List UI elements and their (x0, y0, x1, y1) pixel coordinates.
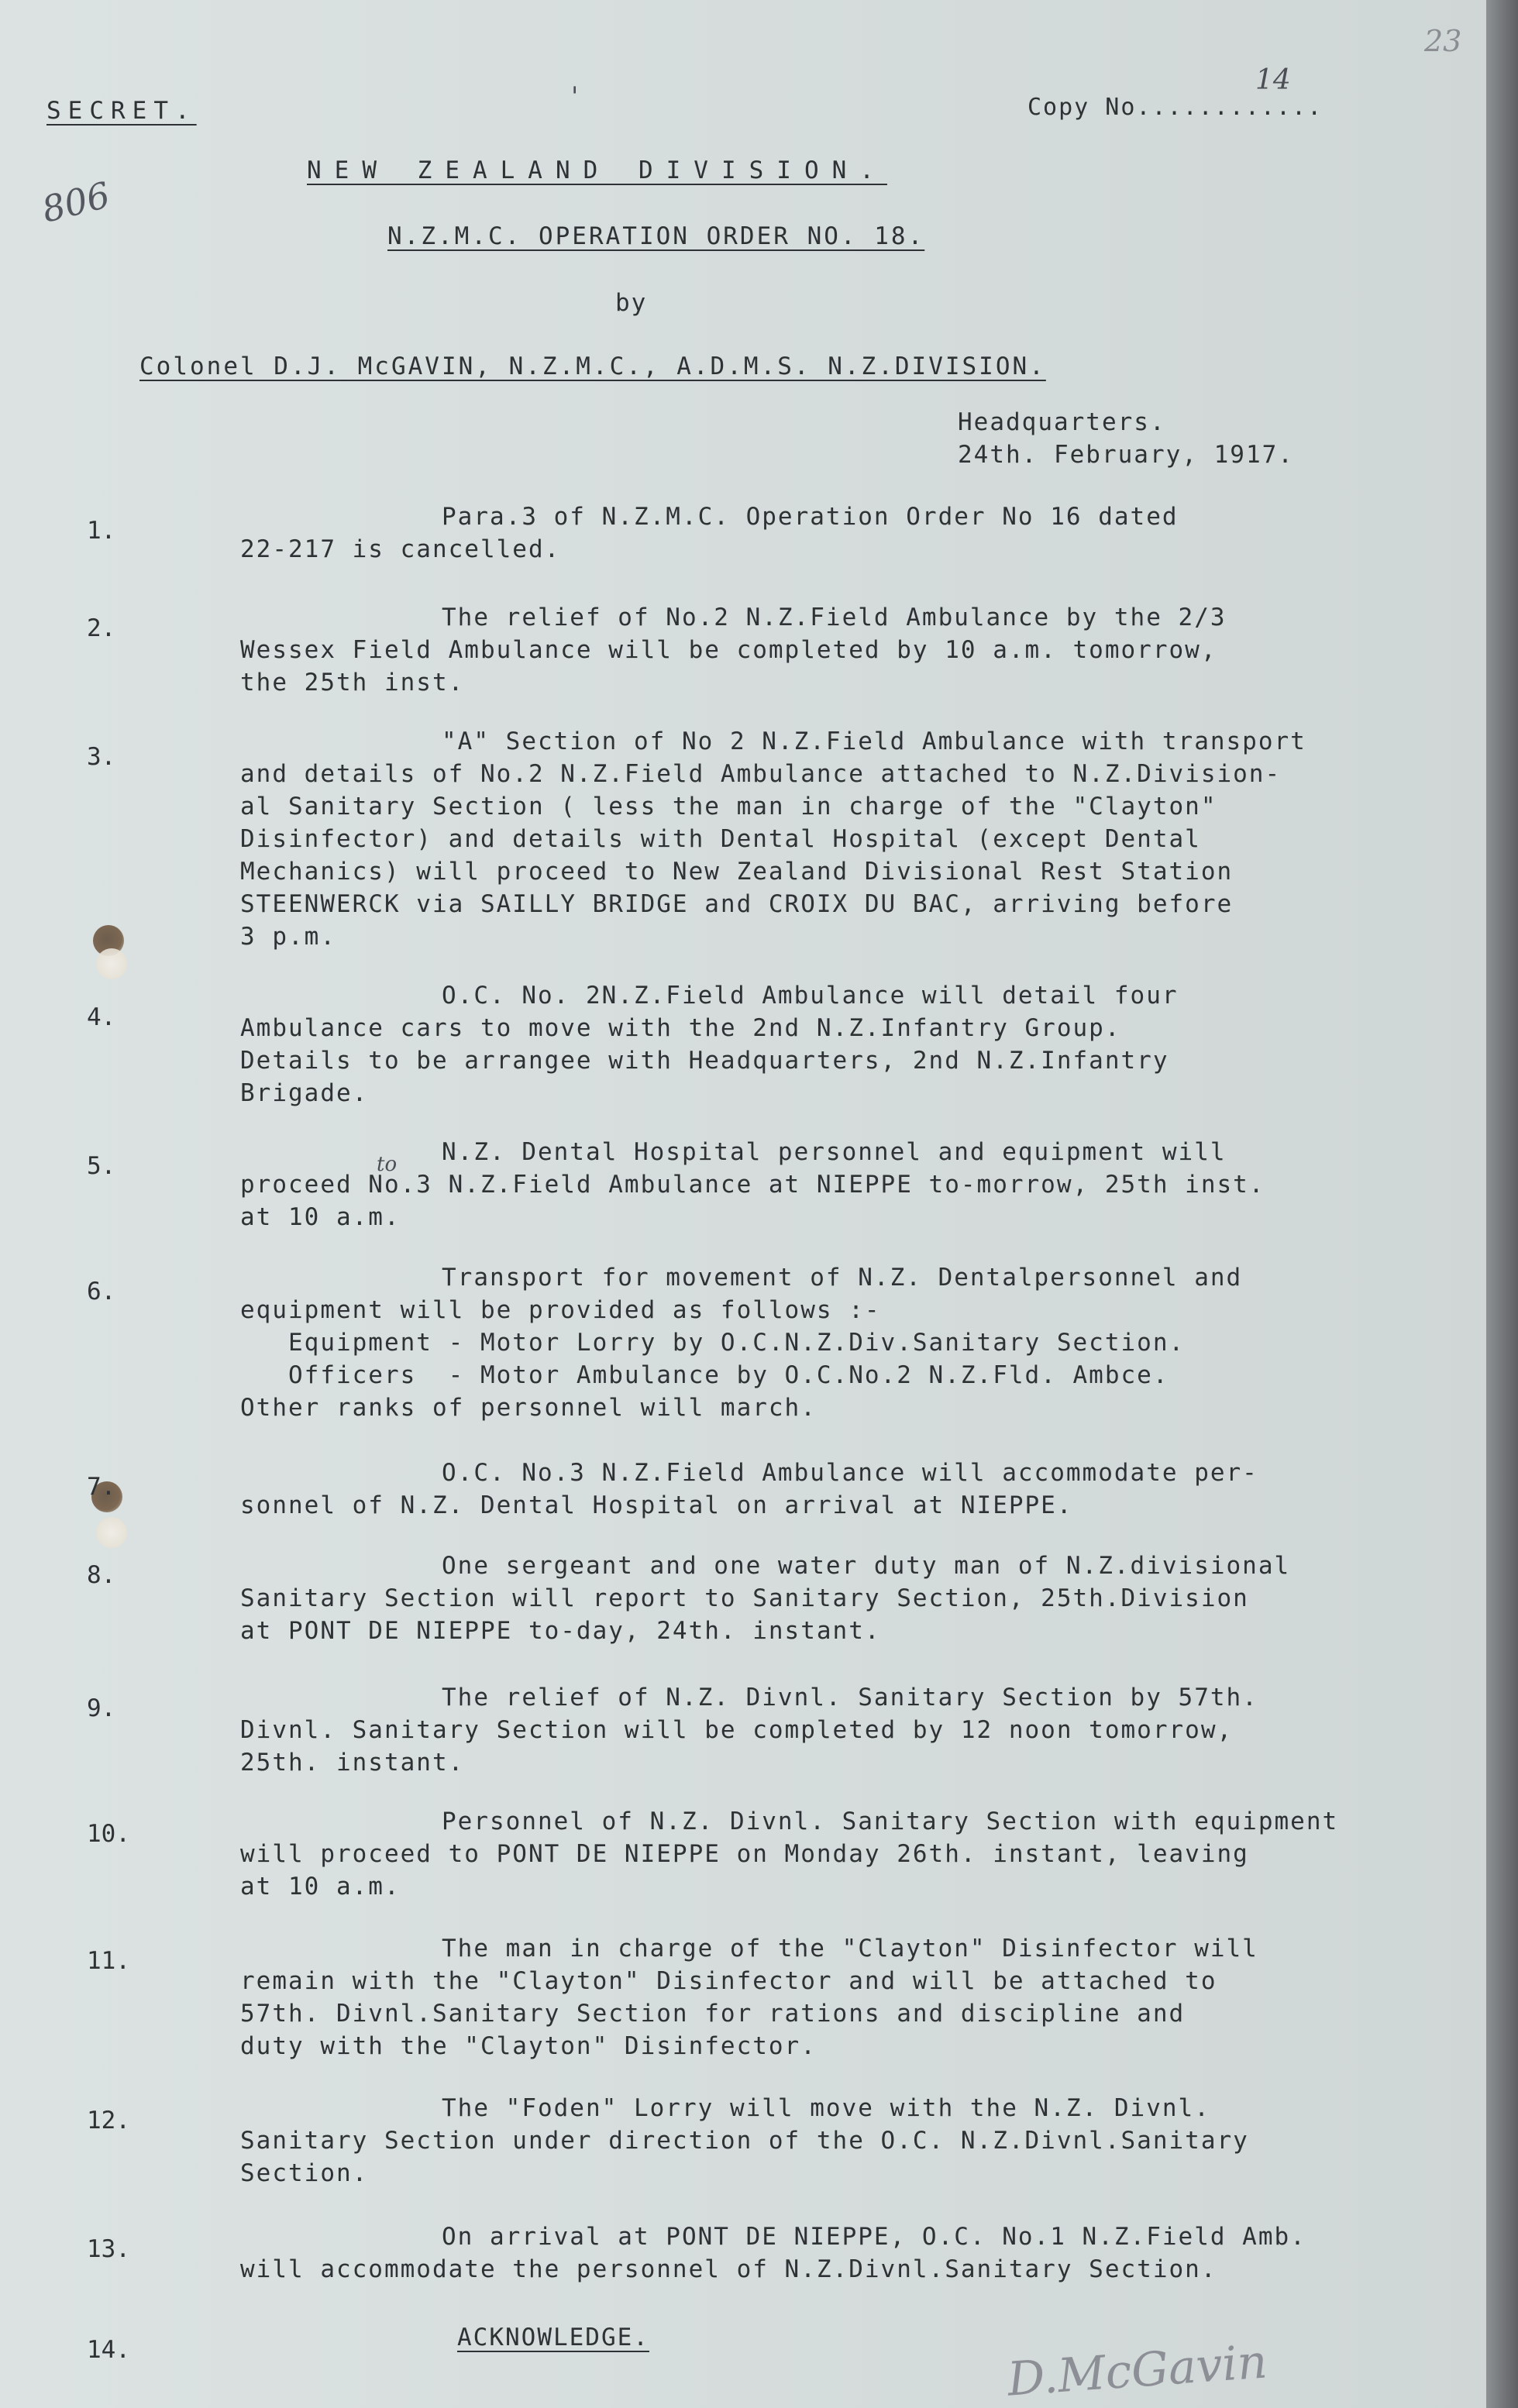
paragraph-line: proceed No.3 N.Z.Field Ambulance at NIEPPE to-morrow, 25th inst. (240, 1171, 1265, 1199)
author-line: Colonel D.J. McGAVIN, N.Z.M.C., A.D.M.S. N.Z.DIVISION. (139, 353, 1046, 380)
origin-place: Headquarters. (958, 408, 1166, 436)
paragraph-line: duty with the "Clayton" Disinfector. (240, 2032, 817, 2060)
paragraph-line: Personnel of N.Z. Divnl. Sanitary Section with equipment (442, 1808, 1339, 1835)
page-corner-number: 23 (1424, 24, 1462, 58)
paragraph-line: Section. (240, 2159, 369, 2187)
paragraph-line: The relief of N.Z. Divnl. Sanitary Section by 57th. (442, 1684, 1258, 1711)
archive-mark: 806 (37, 174, 115, 231)
page-edge-shadow (1486, 0, 1518, 2408)
division-title: NEW ZEALAND DIVISION. (307, 157, 887, 184)
paragraph-8 (240, 1550, 1480, 1647)
operation-order-title: N.Z.M.C. OPERATION ORDER NO. 18. (387, 222, 925, 250)
paragraph-number: 13. (87, 2235, 130, 2263)
paragraph-1 (240, 501, 1480, 566)
paragraph-line: Sanitary Section will report to Sanitary Section, 25th.Division (240, 1584, 1249, 1612)
paragraph-line: The relief of No.2 N.Z.Field Ambulance by the 2/3 (442, 604, 1227, 631)
paragraph-number: 7. (87, 1473, 116, 1501)
paragraph-number: 3. (87, 743, 116, 771)
paragraph-line: at 10 a.m. (240, 1873, 401, 1901)
paragraph-line: 25th. instant. (240, 1749, 465, 1777)
paragraph-line: Equipment - Motor Lorry by O.C.N.Z.Div.Sanitary Section. (240, 1329, 1186, 1357)
paragraph-12 (240, 2092, 1480, 2190)
paragraph-line: 57th. Divnl.Sanitary Section for rations and discipline and (240, 2000, 1186, 2028)
paragraph-number: 14. (87, 2336, 130, 2364)
paragraph-7 (240, 1457, 1480, 1522)
paragraph-number: 2. (87, 614, 116, 642)
paragraph-line: "A" Section of No 2 N.Z.Field Ambulance with transport (442, 728, 1306, 755)
paragraph-line: Other ranks of personnel will march. (240, 1394, 817, 1422)
paragraph-6 (240, 1261, 1480, 1424)
paragraph-number: 6. (87, 1278, 116, 1305)
classification-label: SECRET. (46, 97, 197, 125)
acknowledge-label: ACKNOWLEDGE. (457, 2324, 649, 2351)
paragraph-line: The man in charge of the "Clayton" Disinfector will (442, 1935, 1258, 1963)
handwritten-insertion: to (377, 1153, 398, 1176)
paragraph-line: O.C. No. 2N.Z.Field Ambulance will detail four (442, 982, 1179, 1010)
paragraph-line: and details of No.2 N.Z.Field Ambulance attached to N.Z.Division- (240, 760, 1282, 788)
paragraph-line: Details to be arrangee with Headquarters, 2nd N.Z.Infantry (240, 1047, 1169, 1075)
paragraph-line: Divnl. Sanitary Section will be completed by 12 noon tomorrow, (240, 1716, 1234, 1744)
punch-hole (96, 948, 127, 979)
paragraph-line: Para.3 of N.Z.M.C. Operation Order No 16 dated (442, 503, 1179, 531)
paragraph-line: equipment will be provided as follows :- (240, 1296, 881, 1324)
paragraph-line: al Sanitary Section ( less the man in charge of the "Clayton" (240, 793, 1217, 820)
paragraph-number: 1. (87, 517, 116, 545)
paragraph-line: Disinfector) and details with Dental Hospital (except Dental (240, 825, 1201, 853)
paragraph-line: will proceed to PONT DE NIEPPE on Monday 26th. instant, leaving (240, 1840, 1249, 1868)
paragraph-number: 9. (87, 1694, 116, 1722)
copy-number-label: Copy No............ (1027, 94, 1324, 121)
paragraph-line: at 10 a.m. (240, 1203, 401, 1231)
paragraph-2 (240, 601, 1480, 699)
by-label: by (615, 289, 648, 317)
paragraph-line: N.Z. Dental Hospital personnel and equipment will (442, 1138, 1227, 1166)
paragraph-number: 5. (87, 1152, 116, 1180)
paragraph-line: remain with the "Clayton" Disinfector and will be attached to (240, 1967, 1217, 1995)
paragraph-line: STEENWERCK via SAILLY BRIDGE and CROIX DU BAC, arriving before (240, 890, 1234, 918)
paragraph-line: 3 p.m. (240, 923, 336, 951)
paragraph-line: will accommodate the personnel of N.Z.Divnl.Sanitary Section. (240, 2255, 1217, 2283)
paragraph-line: Wessex Field Ambulance will be completed by 10 a.m. tomorrow, (240, 636, 1217, 664)
paragraph-11 (240, 1932, 1480, 2062)
paragraph-number: 12. (87, 2107, 130, 2135)
paragraph-3 (240, 725, 1480, 953)
paragraph-9 (240, 1681, 1480, 1779)
signature: D.McGavin (1005, 2334, 1269, 2407)
paragraph-line: One sergeant and one water duty man of N.Z.divisional (442, 1552, 1291, 1580)
paragraph-number: 8. (87, 1561, 116, 1589)
paragraph-13 (240, 2221, 1480, 2286)
copy-number-handwritten: 14 (1255, 64, 1291, 96)
paragraph-number: 4. (87, 1003, 116, 1031)
paragraph-line: at PONT DE NIEPPE to-day, 24th. instant. (240, 1617, 881, 1645)
punch-hole (96, 1517, 127, 1548)
paragraph-line: sonnel of N.Z. Dental Hospital on arrival at NIEPPE. (240, 1491, 1073, 1519)
paragraph-line: O.C. No.3 N.Z.Field Ambulance will accommodate per- (442, 1459, 1258, 1487)
paragraph-number: 10. (87, 1820, 130, 1848)
paragraph-5 (240, 1136, 1480, 1233)
paragraph-line: 22-217 is cancelled. (240, 535, 561, 563)
paragraph-line: On arrival at PONT DE NIEPPE, O.C. No.1 N.Z.Field Amb. (442, 2223, 1306, 2251)
paragraph-10 (240, 1805, 1480, 1903)
tick-mark: ' (571, 81, 579, 112)
paragraph-4 (240, 979, 1480, 1109)
paragraph-line: the 25th inst. (240, 669, 465, 697)
paragraph-line: Ambulance cars to move with the 2nd N.Z.Infantry Group. (240, 1014, 1121, 1042)
paragraph-line: The "Foden" Lorry will move with the N.Z. Divnl. (442, 2094, 1210, 2122)
paragraph-line: Brigade. (240, 1079, 369, 1107)
origin-date: 24th. February, 1917. (958, 441, 1294, 469)
paragraph-line: Officers - Motor Ambulance by O.C.No.2 N.Z.Fld. Ambce. (240, 1361, 1169, 1389)
paragraph-line: Sanitary Section under direction of the O.C. N.Z.Divnl.Sanitary (240, 2127, 1249, 2155)
paragraph-line: Mechanics) will proceed to New Zealand Divisional Rest Station (240, 858, 1234, 886)
paragraph-line: Transport for movement of N.Z. Dentalpersonnel and (442, 1264, 1243, 1292)
paragraph-number: 11. (87, 1947, 130, 1975)
